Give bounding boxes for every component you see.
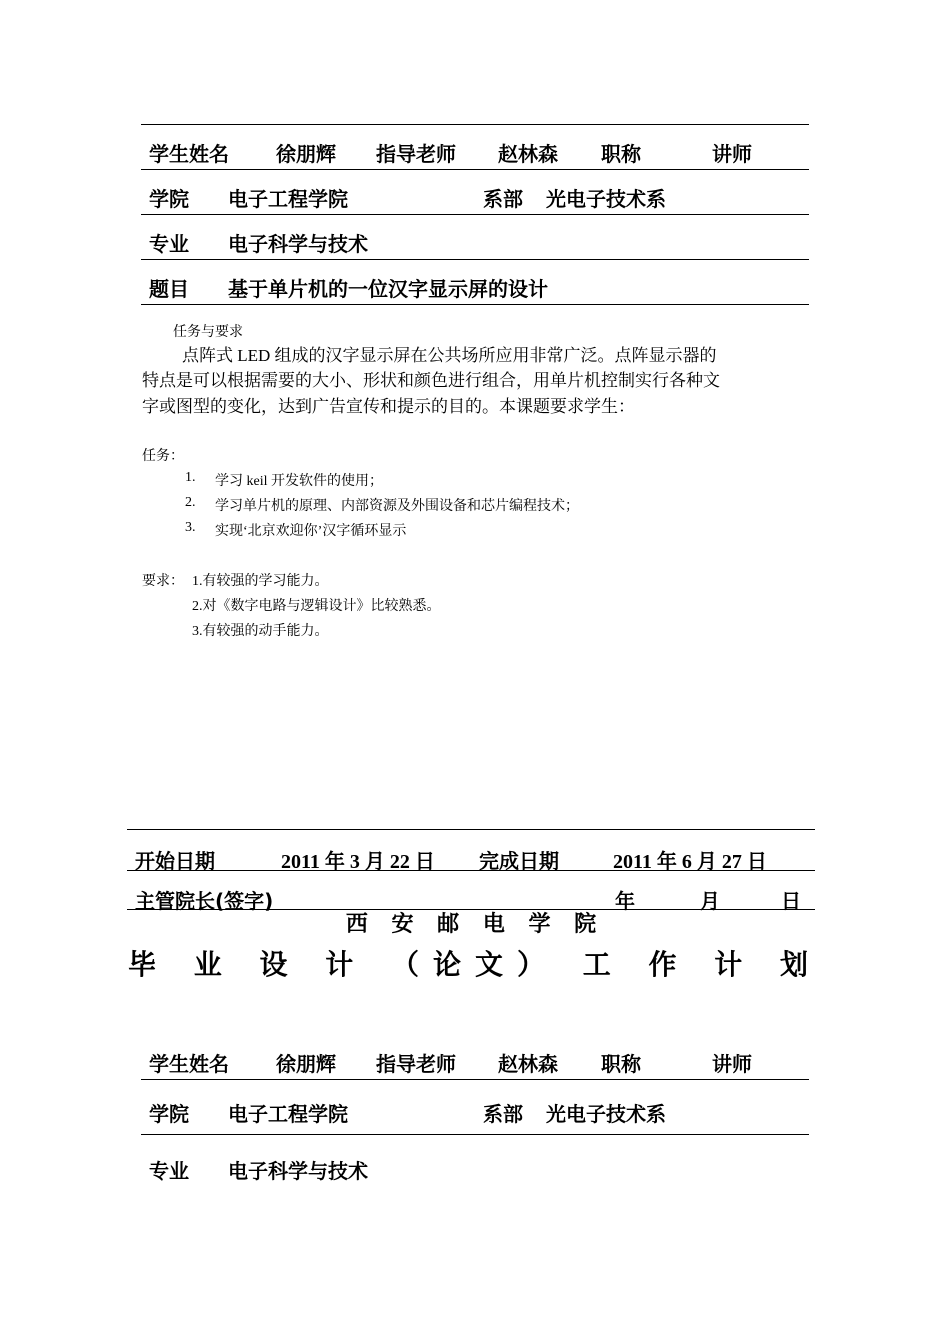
advisor-value: 赵林森 (498, 1052, 558, 1076)
department-label: 系部 (483, 187, 523, 211)
intro-line: 字或图型的变化，达到广告宣传和提示的目的。本课题要求学生： (142, 397, 635, 416)
advisor-label: 指导老师 (376, 142, 456, 166)
list-item: 实现‘北京欢迎你’汉字循环显示 (215, 524, 407, 539)
rank-label: 职称 (601, 142, 641, 166)
advisor-value: 赵林森 (498, 142, 558, 166)
student-name-value: 徐朋辉 (276, 142, 336, 166)
rank-value: 讲师 (712, 1052, 752, 1076)
major-value: 电子科学与技术 (228, 232, 368, 256)
task-heading: 任务与要求 (173, 325, 243, 340)
table-rule (141, 259, 809, 260)
list-item-number: 3. (185, 520, 196, 535)
tasks-label: 任务： (142, 449, 184, 464)
dean-signature-label: 主管院长(签字) (135, 889, 274, 913)
topic-label: 题目 (149, 277, 189, 301)
table-rule (141, 1079, 809, 1080)
table-rule (141, 124, 809, 125)
college-value: 电子工程学院 (228, 187, 348, 211)
table-rule (127, 870, 815, 871)
major-value: 电子科学与技术 (228, 1159, 368, 1183)
department-value: 光电子技术系 (546, 1102, 666, 1126)
advisor-label: 指导老师 (376, 1052, 456, 1076)
rank-label: 职称 (601, 1052, 641, 1076)
list-item: 3.有较强的动手能力。 (192, 624, 329, 639)
student-name-label: 学生姓名 (149, 142, 229, 166)
major-label: 专业 (149, 1159, 189, 1183)
school-name: 西 安 邮 电 学 院 (345, 912, 605, 937)
college-label: 学院 (149, 1102, 189, 1126)
student-name-label: 学生姓名 (149, 1052, 229, 1076)
college-label: 学院 (149, 187, 189, 211)
major-label: 专业 (149, 232, 189, 256)
list-item: 1.有较强的学习能力。 (192, 574, 329, 589)
department-value: 光电子技术系 (546, 187, 666, 211)
table-rule (141, 169, 809, 170)
end-date-value: 2011 年 6 月 27 日 (613, 851, 767, 873)
list-item-number: 2. (185, 495, 196, 510)
list-item: 学习单片机的原理、内部资源及外围设备和芯片编程技术； (215, 499, 579, 514)
rank-value: 讲师 (712, 142, 752, 166)
list-item: 2.对《数字电路与逻辑设计》比较熟悉。 (192, 599, 441, 614)
end-date-label: 完成日期 (479, 849, 559, 873)
intro-line: 点阵式 LED 组成的汉字显示屏在公共场所应用非常广泛。点阵显示器的 (182, 346, 717, 365)
table-rule (141, 214, 809, 215)
day-label: 日 (781, 889, 801, 913)
start-date-value: 2011 年 3 月 22 日 (281, 851, 435, 873)
college-value: 电子工程学院 (228, 1102, 348, 1126)
list-item: 学习 keil 开发软件的使用； (215, 474, 383, 489)
year-label: 年 (615, 889, 635, 913)
table-rule (141, 304, 809, 305)
table-rule (141, 1134, 809, 1135)
table-rule (127, 829, 815, 830)
list-item-number: 1. (185, 470, 196, 485)
month-label: 月 (700, 889, 720, 913)
page-title: 毕 业 设 计 （论文） 工 作 计 划 (128, 948, 822, 981)
requirements-label: 要求： (142, 574, 184, 589)
department-label: 系部 (483, 1102, 523, 1126)
start-date-label: 开始日期 (135, 849, 215, 873)
student-name-value: 徐朋辉 (276, 1052, 336, 1076)
topic-value: 基于单片机的一位汉字显示屏的设计 (228, 277, 548, 301)
intro-line: 特点是可以根据需要的大小、形状和颜色进行组合，用单片机控制实行各种文 (142, 371, 720, 390)
